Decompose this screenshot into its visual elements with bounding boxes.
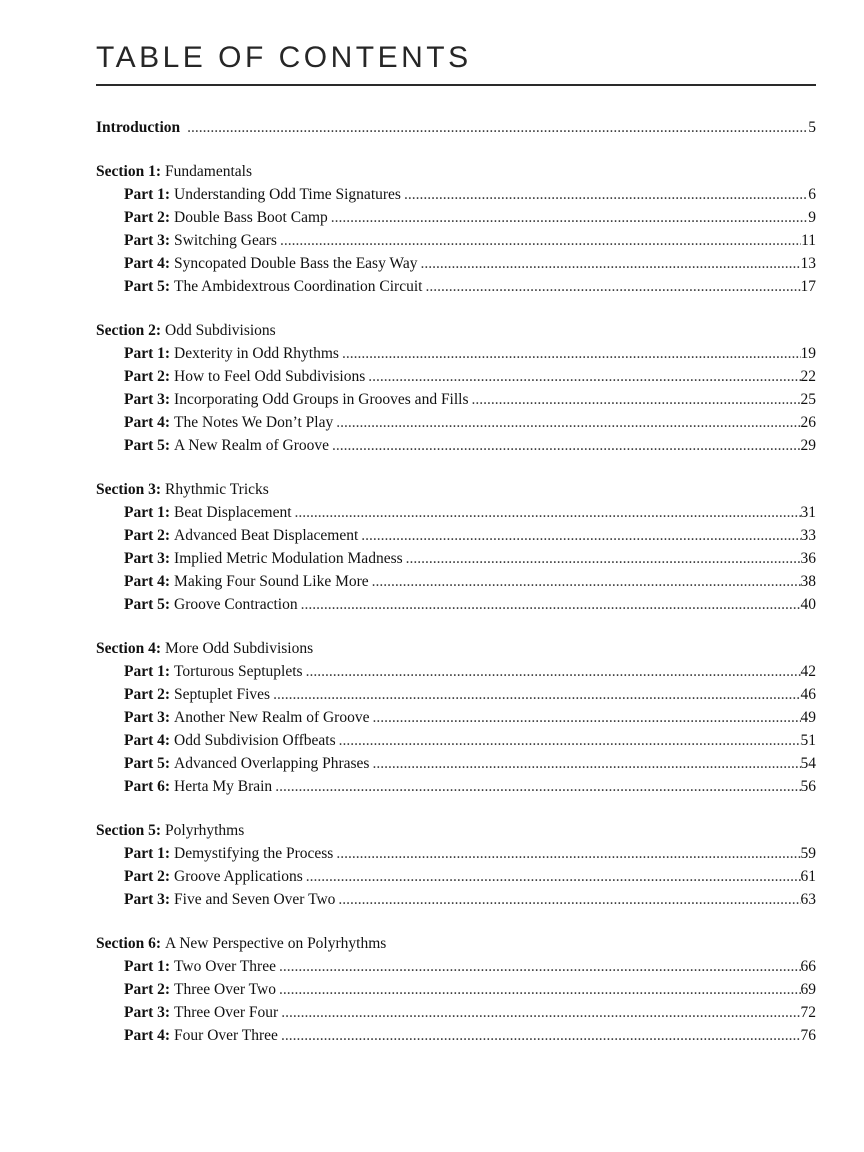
dot-leader <box>277 229 801 252</box>
dot-leader <box>328 206 808 229</box>
part-label: Part 2: <box>124 209 171 226</box>
part-label: Part 2: <box>124 868 171 885</box>
toc-entry <box>96 1024 816 1047</box>
part-title: Syncopated Double Bass the Easy Way <box>174 255 418 272</box>
entry-text <box>124 729 336 752</box>
toc-entry <box>96 683 816 706</box>
toc-entry <box>96 1001 816 1024</box>
part-page: 9 <box>808 209 816 226</box>
part-title: Odd Subdivision Offbeats <box>174 732 336 749</box>
toc-section <box>96 819 816 911</box>
toc-entry <box>96 342 816 365</box>
part-title: Advanced Overlapping Phrases <box>174 755 370 772</box>
section-title: More Odd Subdivisions <box>165 640 314 657</box>
entry-text <box>124 365 365 388</box>
part-page: 17 <box>800 278 816 295</box>
section-parts <box>96 842 816 911</box>
entry-text <box>124 342 339 365</box>
dot-leader <box>335 888 800 911</box>
part-page: 19 <box>800 345 816 362</box>
part-label: Part 3: <box>124 1004 171 1021</box>
toc-entry <box>96 183 816 206</box>
part-label: Part 5: <box>124 596 171 613</box>
part-title: Making Four Sound Like More <box>174 573 369 590</box>
section-parts <box>96 183 816 298</box>
part-page: 40 <box>800 596 816 613</box>
part-page: 56 <box>800 778 816 795</box>
toc-entry <box>96 206 816 229</box>
toc-entry <box>96 842 816 865</box>
part-label: Part 2: <box>124 368 171 385</box>
dot-leader <box>422 275 800 298</box>
section-heading <box>96 932 816 955</box>
dot-leader <box>403 547 801 570</box>
toc-entry-introduction <box>96 116 816 139</box>
entry-text <box>124 865 303 888</box>
part-label: Part 5: <box>124 755 171 772</box>
entry-text <box>124 1024 278 1047</box>
page-title: TABLE OF CONTENTS <box>96 41 472 74</box>
part-title: Switching Gears <box>174 232 277 249</box>
part-page: 49 <box>800 709 816 726</box>
part-page: 13 <box>800 255 816 272</box>
part-label: Part 1: <box>124 186 171 203</box>
toc-entry <box>96 752 816 775</box>
dot-leader <box>184 116 808 139</box>
part-title: Double Bass Boot Camp <box>174 209 328 226</box>
entry-text <box>124 752 369 775</box>
part-title: Four Over Three <box>174 1027 278 1044</box>
dot-leader <box>365 365 800 388</box>
entry-text <box>124 660 303 683</box>
dot-leader <box>369 706 800 729</box>
part-label: Part 3: <box>124 550 171 567</box>
entry-text <box>124 206 328 229</box>
toc-entry <box>96 229 816 252</box>
part-label: Part 3: <box>124 891 171 908</box>
part-label: Part 4: <box>124 255 171 272</box>
section-heading <box>96 637 816 660</box>
part-page: 29 <box>800 437 816 454</box>
entry-text <box>124 229 277 252</box>
part-page: 54 <box>800 755 816 772</box>
section-parts <box>96 660 816 798</box>
dot-leader <box>358 524 800 547</box>
toc-entry <box>96 570 816 593</box>
part-label: Part 4: <box>124 1027 171 1044</box>
entry-text <box>124 434 329 457</box>
part-label: Part 5: <box>124 437 171 454</box>
section-parts <box>96 342 816 457</box>
dot-leader <box>369 752 800 775</box>
page-number: 5 <box>808 119 816 136</box>
entry-text <box>96 932 386 955</box>
section-label: Section 4: <box>96 640 162 657</box>
part-label: Part 1: <box>124 958 171 975</box>
toc-entry <box>96 706 816 729</box>
part-title: Two Over Three <box>174 958 276 975</box>
entry-text <box>124 275 422 298</box>
toc-section <box>96 160 816 298</box>
part-label: Part 1: <box>124 504 171 521</box>
dot-leader <box>278 1024 801 1047</box>
toc-entry <box>96 275 816 298</box>
part-title: Understanding Odd Time Signatures <box>174 186 401 203</box>
dot-leader <box>339 342 801 365</box>
part-title: Torturous Septuplets <box>174 663 303 680</box>
part-title: Groove Contraction <box>174 596 298 613</box>
part-title: Implied Metric Modulation Madness <box>174 550 403 567</box>
section-title: Fundamentals <box>165 163 252 180</box>
part-label: Part 6: <box>124 778 171 795</box>
dot-leader <box>298 593 801 616</box>
dot-leader <box>417 252 800 275</box>
part-label: Part 5: <box>124 278 171 295</box>
part-title: Groove Applications <box>174 868 303 885</box>
entry-text <box>124 593 298 616</box>
part-title: The Notes We Don’t Play <box>174 414 334 431</box>
dot-leader <box>336 729 801 752</box>
toc-entry <box>96 865 816 888</box>
part-page: 31 <box>800 504 816 521</box>
section-title: A New Perspective on Polyrhythms <box>165 935 387 952</box>
dot-leader <box>276 955 801 978</box>
toc-entry <box>96 365 816 388</box>
part-title: Three Over Two <box>174 981 276 998</box>
toc-entry <box>96 411 816 434</box>
part-label: Part 3: <box>124 391 171 408</box>
part-label: Part 3: <box>124 709 171 726</box>
toc-section <box>96 478 816 616</box>
toc-sections <box>96 160 816 1047</box>
part-page: 51 <box>800 732 816 749</box>
toc-entry <box>96 729 816 752</box>
toc-entry <box>96 955 816 978</box>
dot-leader <box>469 388 801 411</box>
part-page: 61 <box>800 868 816 885</box>
part-page: 72 <box>800 1004 816 1021</box>
section-label: Section 6: <box>96 935 162 952</box>
part-label: Part 1: <box>124 845 171 862</box>
dot-leader <box>278 1001 800 1024</box>
entry-text <box>96 637 313 660</box>
title-rule <box>96 84 816 86</box>
part-label: Part 3: <box>124 232 171 249</box>
section-parts <box>96 955 816 1047</box>
section-title: Polyrhythms <box>165 822 245 839</box>
part-page: 66 <box>800 958 816 975</box>
toc-entry <box>96 388 816 411</box>
section-heading <box>96 160 816 183</box>
entry-text <box>124 1001 278 1024</box>
toc-entry <box>96 775 816 798</box>
toc-entry <box>96 547 816 570</box>
entry-text <box>124 683 270 706</box>
part-title: Septuplet Fives <box>174 686 271 703</box>
entry-text <box>96 160 252 183</box>
part-page: 76 <box>800 1027 816 1044</box>
part-label: Part 1: <box>124 663 171 680</box>
section-heading <box>96 319 816 342</box>
part-label: Part 2: <box>124 981 171 998</box>
entry-text <box>124 183 401 206</box>
part-title: How to Feel Odd Subdivisions <box>174 368 366 385</box>
entry-text <box>124 388 469 411</box>
part-page: 46 <box>800 686 816 703</box>
part-page: 59 <box>800 845 816 862</box>
dot-leader <box>333 842 800 865</box>
part-title: Incorporating Odd Groups in Grooves and Fills <box>174 391 469 408</box>
introduction-label: Introduction <box>96 119 181 136</box>
dot-leader <box>303 660 801 683</box>
part-title: A New Realm of Groove <box>174 437 330 454</box>
section-label: Section 1: <box>96 163 162 180</box>
part-title: Herta My Brain <box>174 778 273 795</box>
toc-section <box>96 932 816 1047</box>
toc-section <box>96 637 816 798</box>
entry-text <box>124 501 292 524</box>
entry-text <box>124 570 369 593</box>
entry-text <box>96 319 276 342</box>
part-title: Demystifying the Process <box>174 845 334 862</box>
dot-leader <box>329 434 800 457</box>
entry-text <box>124 706 369 729</box>
section-heading <box>96 478 816 501</box>
toc-entry <box>96 888 816 911</box>
section-title: Rhythmic Tricks <box>165 481 269 498</box>
entry-text <box>96 819 244 842</box>
section-parts <box>96 501 816 616</box>
entry-text <box>124 978 276 1001</box>
part-page: 36 <box>800 550 816 567</box>
part-title: Five and Seven Over Two <box>174 891 336 908</box>
part-title: Another New Realm of Groove <box>174 709 370 726</box>
dot-leader <box>303 865 801 888</box>
part-label: Part 4: <box>124 414 171 431</box>
section-heading <box>96 819 816 842</box>
entry-text <box>124 955 276 978</box>
part-page: 6 <box>808 186 816 203</box>
part-page: 25 <box>800 391 816 408</box>
section-label: Section 5: <box>96 822 162 839</box>
part-label: Part 2: <box>124 686 171 703</box>
toc-section <box>96 319 816 457</box>
entry-text <box>124 411 333 434</box>
section-label: Section 2: <box>96 322 162 339</box>
part-page: 63 <box>800 891 816 908</box>
part-title: Three Over Four <box>174 1004 279 1021</box>
toc-entry <box>96 434 816 457</box>
entry-text <box>124 775 272 798</box>
toc-entry <box>96 252 816 275</box>
part-title: Dexterity in Odd Rhythms <box>174 345 339 362</box>
dot-leader <box>401 183 808 206</box>
part-page: 69 <box>800 981 816 998</box>
entry-text <box>124 252 417 275</box>
toc-list <box>96 116 816 1047</box>
toc-entry <box>96 660 816 683</box>
dot-leader <box>369 570 801 593</box>
dot-leader <box>276 978 801 1001</box>
section-title: Odd Subdivisions <box>165 322 276 339</box>
part-label: Part 4: <box>124 573 171 590</box>
part-title: Advanced Beat Displacement <box>174 527 359 544</box>
part-title: Beat Displacement <box>174 504 292 521</box>
entry-text <box>96 116 184 139</box>
part-page: 26 <box>800 414 816 431</box>
toc-entry <box>96 524 816 547</box>
part-label: Part 2: <box>124 527 171 544</box>
entry-text <box>124 524 358 547</box>
part-title: The Ambidextrous Coordination Circuit <box>174 278 423 295</box>
part-page: 38 <box>800 573 816 590</box>
entry-text <box>96 478 269 501</box>
part-page: 33 <box>800 527 816 544</box>
part-page: 22 <box>800 368 816 385</box>
section-label: Section 3: <box>96 481 162 498</box>
toc-entry <box>96 593 816 616</box>
dot-leader <box>333 411 800 434</box>
dot-leader <box>272 775 800 798</box>
entry-text <box>124 547 403 570</box>
part-page: 11 <box>801 232 816 249</box>
dot-leader <box>292 501 801 524</box>
part-page: 42 <box>800 663 816 680</box>
part-label: Part 4: <box>124 732 171 749</box>
toc-entry <box>96 501 816 524</box>
entry-text <box>124 888 335 911</box>
toc-entry <box>96 978 816 1001</box>
dot-leader <box>270 683 800 706</box>
entry-text <box>124 842 333 865</box>
part-label: Part 1: <box>124 345 171 362</box>
